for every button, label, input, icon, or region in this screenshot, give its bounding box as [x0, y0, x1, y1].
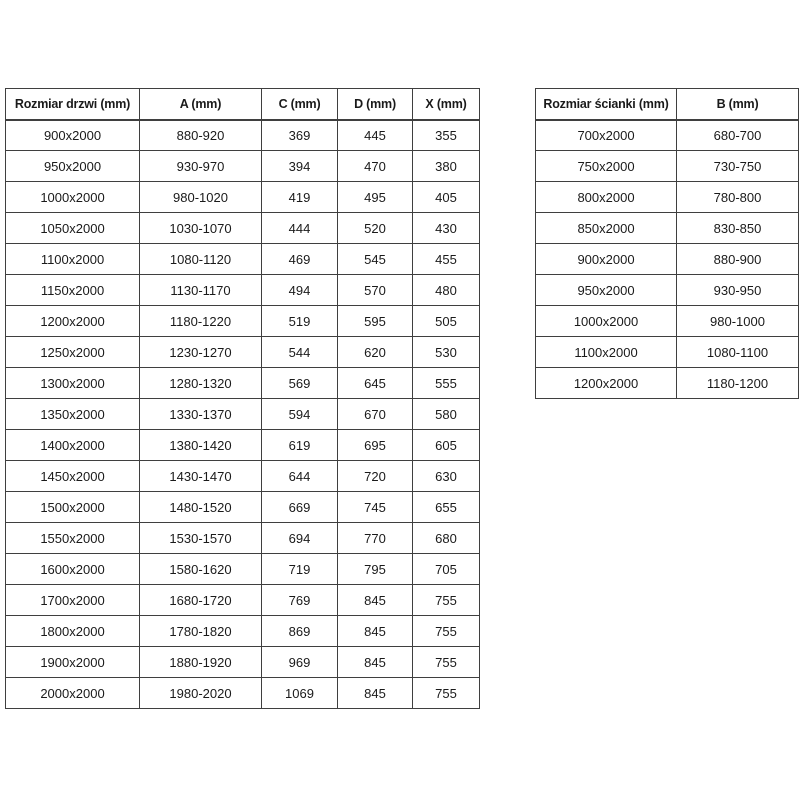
table-cell: 655 [413, 492, 480, 523]
header-row [6, 89, 480, 120]
table-row [6, 585, 480, 616]
table-cell: 2000x2000 [6, 678, 140, 709]
table-cell: 830-850 [677, 213, 799, 244]
table-cell: 670 [338, 399, 413, 430]
table-cell: 1250x2000 [6, 337, 140, 368]
table-cell: 930-950 [677, 275, 799, 306]
table-cell: 569 [262, 368, 338, 399]
table-cell: 1200x2000 [536, 368, 677, 399]
table-cell: 1580-1620 [140, 554, 262, 585]
table-cell: 755 [413, 585, 480, 616]
table-row [6, 461, 480, 492]
table-cell: 519 [262, 306, 338, 337]
table-cell: 1800x2000 [6, 616, 140, 647]
table-row [536, 182, 799, 213]
table-cell: 1000x2000 [6, 182, 140, 213]
table-cell: 630 [413, 461, 480, 492]
table-cell: 694 [262, 523, 338, 554]
table-cell: 469 [262, 244, 338, 275]
table-row [6, 368, 480, 399]
table-cell: 1480-1520 [140, 492, 262, 523]
table-cell: 1550x2000 [6, 523, 140, 554]
table-cell: 594 [262, 399, 338, 430]
table-row [536, 368, 799, 399]
column-header: B (mm) [677, 89, 799, 120]
table-cell: 680 [413, 523, 480, 554]
table-cell: 1200x2000 [6, 306, 140, 337]
column-header: D (mm) [338, 89, 413, 120]
table-cell: 1069 [262, 678, 338, 709]
table-cell: 595 [338, 306, 413, 337]
table-cell: 845 [338, 678, 413, 709]
table-cell: 750x2000 [536, 151, 677, 182]
column-header: A (mm) [140, 89, 262, 120]
table-row [6, 151, 480, 182]
table-cell: 880-900 [677, 244, 799, 275]
table-cell: 430 [413, 213, 480, 244]
table-row [536, 306, 799, 337]
table-cell: 355 [413, 120, 480, 151]
table-row [6, 120, 480, 151]
table-cell: 620 [338, 337, 413, 368]
table-cell: 1300x2000 [6, 368, 140, 399]
table-cell: 544 [262, 337, 338, 368]
table-cell: 1230-1270 [140, 337, 262, 368]
table-cell: 419 [262, 182, 338, 213]
table-cell: 1900x2000 [6, 647, 140, 678]
table-cell: 1080-1120 [140, 244, 262, 275]
table-cell: 719 [262, 554, 338, 585]
table-row [6, 337, 480, 368]
table-cell: 1530-1570 [140, 523, 262, 554]
table-cell: 795 [338, 554, 413, 585]
table-row [6, 213, 480, 244]
table-cell: 880-920 [140, 120, 262, 151]
table-cell: 369 [262, 120, 338, 151]
table-row [6, 182, 480, 213]
table-cell: 730-750 [677, 151, 799, 182]
table-row [6, 244, 480, 275]
table-cell: 755 [413, 647, 480, 678]
table-cell: 570 [338, 275, 413, 306]
table-cell: 1880-1920 [140, 647, 262, 678]
table-cell: 1780-1820 [140, 616, 262, 647]
table-cell: 769 [262, 585, 338, 616]
table-cell: 680-700 [677, 120, 799, 151]
table-cell: 869 [262, 616, 338, 647]
table-cell: 495 [338, 182, 413, 213]
table-cell: 900x2000 [6, 120, 140, 151]
header-row [536, 89, 799, 120]
table-row [6, 554, 480, 585]
table-cell: 850x2000 [536, 213, 677, 244]
table-cell: 445 [338, 120, 413, 151]
table-cell: 605 [413, 430, 480, 461]
table-cell: 980-1000 [677, 306, 799, 337]
table-row [6, 616, 480, 647]
table-cell: 1180-1220 [140, 306, 262, 337]
table-cell: 520 [338, 213, 413, 244]
table-cell: 950x2000 [6, 151, 140, 182]
table-cell: 845 [338, 585, 413, 616]
column-header: Rozmiar ścianki (mm) [536, 89, 677, 120]
table-cell: 394 [262, 151, 338, 182]
table-cell: 705 [413, 554, 480, 585]
table-cell: 1680-1720 [140, 585, 262, 616]
column-header: Rozmiar drzwi (mm) [6, 89, 140, 120]
table-cell: 969 [262, 647, 338, 678]
table-cell: 745 [338, 492, 413, 523]
table-cell: 950x2000 [536, 275, 677, 306]
table-cell: 619 [262, 430, 338, 461]
table-cell: 1430-1470 [140, 461, 262, 492]
table-cell: 900x2000 [536, 244, 677, 275]
table-cell: 780-800 [677, 182, 799, 213]
table-cell: 1000x2000 [536, 306, 677, 337]
table-cell: 1700x2000 [6, 585, 140, 616]
table-cell: 669 [262, 492, 338, 523]
table-cell: 1030-1070 [140, 213, 262, 244]
table-row [536, 151, 799, 182]
table-row [536, 120, 799, 151]
table-row [536, 337, 799, 368]
table-cell: 494 [262, 275, 338, 306]
table-row [536, 213, 799, 244]
table-cell: 695 [338, 430, 413, 461]
table-cell: 555 [413, 368, 480, 399]
table-row [6, 306, 480, 337]
table-cell: 800x2000 [536, 182, 677, 213]
column-header: X (mm) [413, 89, 480, 120]
table-cell: 1100x2000 [536, 337, 677, 368]
table-cell: 545 [338, 244, 413, 275]
table-cell: 644 [262, 461, 338, 492]
table-cell: 1150x2000 [6, 275, 140, 306]
table-row [6, 523, 480, 554]
door-size-table [5, 88, 480, 709]
table-cell: 470 [338, 151, 413, 182]
table-cell: 1180-1200 [677, 368, 799, 399]
table-cell: 755 [413, 616, 480, 647]
table-row [6, 399, 480, 430]
table-cell: 1400x2000 [6, 430, 140, 461]
table-cell: 845 [338, 616, 413, 647]
table-cell: 1280-1320 [140, 368, 262, 399]
table-row [6, 430, 480, 461]
table-cell: 380 [413, 151, 480, 182]
column-header: C (mm) [262, 89, 338, 120]
table-cell: 455 [413, 244, 480, 275]
table-cell: 1100x2000 [6, 244, 140, 275]
table-cell: 755 [413, 678, 480, 709]
table-cell: 1600x2000 [6, 554, 140, 585]
table-cell: 1450x2000 [6, 461, 140, 492]
table-cell: 720 [338, 461, 413, 492]
table-cell: 1330-1370 [140, 399, 262, 430]
table-cell: 1500x2000 [6, 492, 140, 523]
table-cell: 1080-1100 [677, 337, 799, 368]
table-cell: 505 [413, 306, 480, 337]
table-cell: 980-1020 [140, 182, 262, 213]
table-cell: 930-970 [140, 151, 262, 182]
table-row [6, 647, 480, 678]
table-cell: 480 [413, 275, 480, 306]
table-cell: 580 [413, 399, 480, 430]
table-cell: 845 [338, 647, 413, 678]
table-row [6, 492, 480, 523]
table-row [6, 275, 480, 306]
table-cell: 1380-1420 [140, 430, 262, 461]
table-cell: 405 [413, 182, 480, 213]
table-row [536, 244, 799, 275]
table-cell: 770 [338, 523, 413, 554]
table-row [536, 275, 799, 306]
table-row [6, 678, 480, 709]
wall-size-table [535, 88, 799, 399]
table-cell: 1980-2020 [140, 678, 262, 709]
table-cell: 645 [338, 368, 413, 399]
table-cell: 1350x2000 [6, 399, 140, 430]
table-cell: 444 [262, 213, 338, 244]
table-cell: 1050x2000 [6, 213, 140, 244]
table-cell: 530 [413, 337, 480, 368]
table-cell: 700x2000 [536, 120, 677, 151]
table-cell: 1130-1170 [140, 275, 262, 306]
